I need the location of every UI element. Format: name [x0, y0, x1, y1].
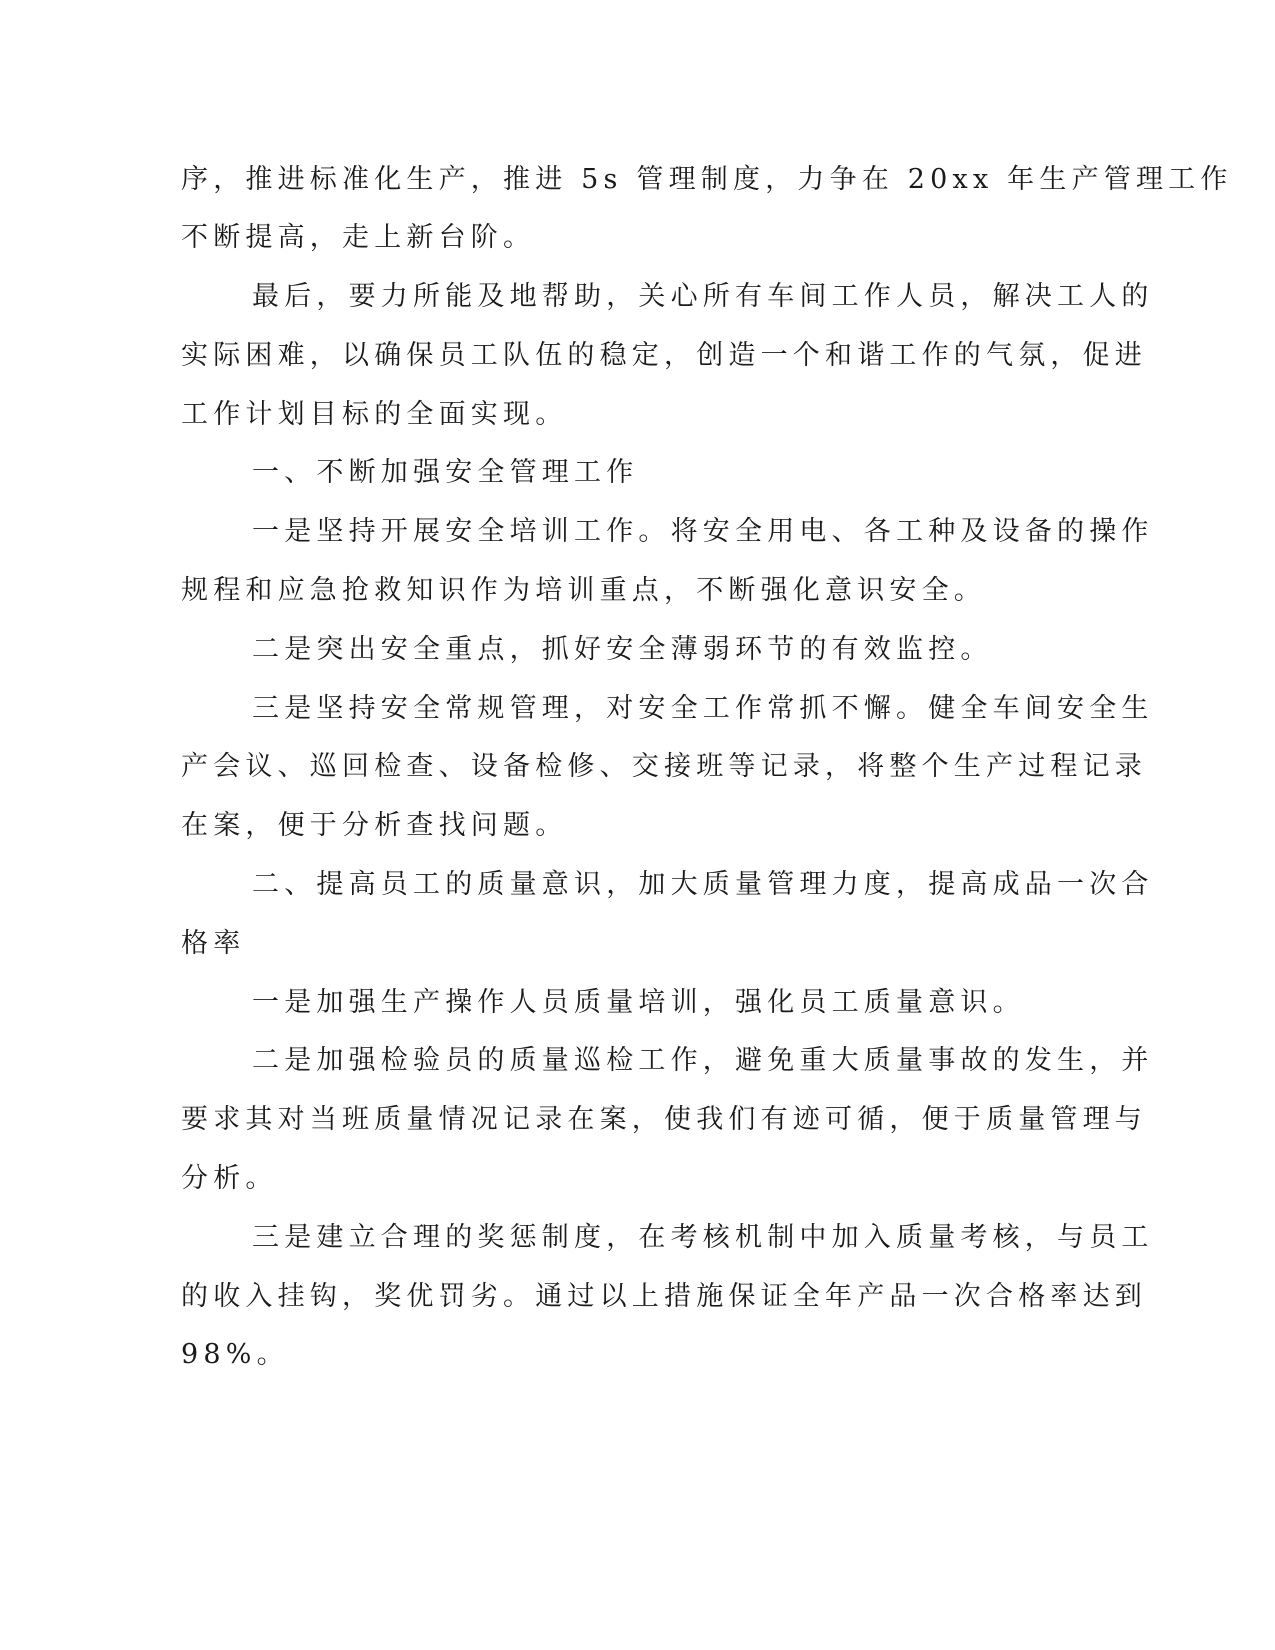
paragraph-first-line: 二是突出安全重点，抓好安全薄弱环节的有效监控。 — [252, 634, 993, 665]
text-line: 规程和应急抢救知识作为培训重点，不断强化意识安全。 — [181, 575, 986, 606]
text-line: 98%。 — [181, 1339, 289, 1370]
text-line: 实际困难，以确保员工队伍的稳定，创造一个和谐工作的气氛，促进 — [181, 340, 1147, 371]
text-line: 在案，便于分析查找问题。 — [181, 810, 568, 841]
text-line: 产会议、巡回检查、设备检修、交接班等记录，将整个生产过程记录 — [181, 751, 1147, 782]
text-line: 要求其对当班质量情况记录在案，使我们有迹可循，便于质量管理与 — [181, 1104, 1147, 1135]
text-line: 序，推进标准化生产，推进 5s 管理制度，力争在 20xx 年生产管理工作 — [181, 164, 1233, 195]
section-heading: 一、不断加强安全管理工作 — [252, 457, 639, 488]
section-heading-continued: 格率 — [181, 928, 246, 959]
text-line: 不断提高，走上新台阶。 — [181, 222, 536, 253]
paragraph-first-line: 一是加强生产操作人员质量培训，强化员工质量意识。 — [252, 987, 1025, 1018]
paragraph-first-line: 三是建立合理的奖惩制度，在考核机制中加入质量考核，与员工 — [252, 1222, 1154, 1253]
section-heading: 二、提高员工的质量意识，加大质量管理力度，提高成品一次合 — [252, 869, 1154, 900]
text-line: 工作计划目标的全面实现。 — [181, 399, 568, 430]
paragraph-first-line: 二是加强检验员的质量巡检工作，避免重大质量事故的发生，并 — [252, 1045, 1154, 1076]
paragraph-first-line: 最后，要力所能及地帮助，关心所有车间工作人员，解决工人的 — [252, 281, 1154, 312]
paragraph-first-line: 三是坚持安全常规管理，对安全工作常抓不懈。健全车间安全生 — [252, 693, 1154, 724]
text-line: 分析。 — [181, 1163, 278, 1194]
paragraph-first-line: 一是坚持开展安全培训工作。将安全用电、各工种及设备的操作 — [252, 516, 1154, 547]
text-line: 的收入挂钩，奖优罚劣。通过以上措施保证全年产品一次合格率达到 — [181, 1281, 1147, 1312]
